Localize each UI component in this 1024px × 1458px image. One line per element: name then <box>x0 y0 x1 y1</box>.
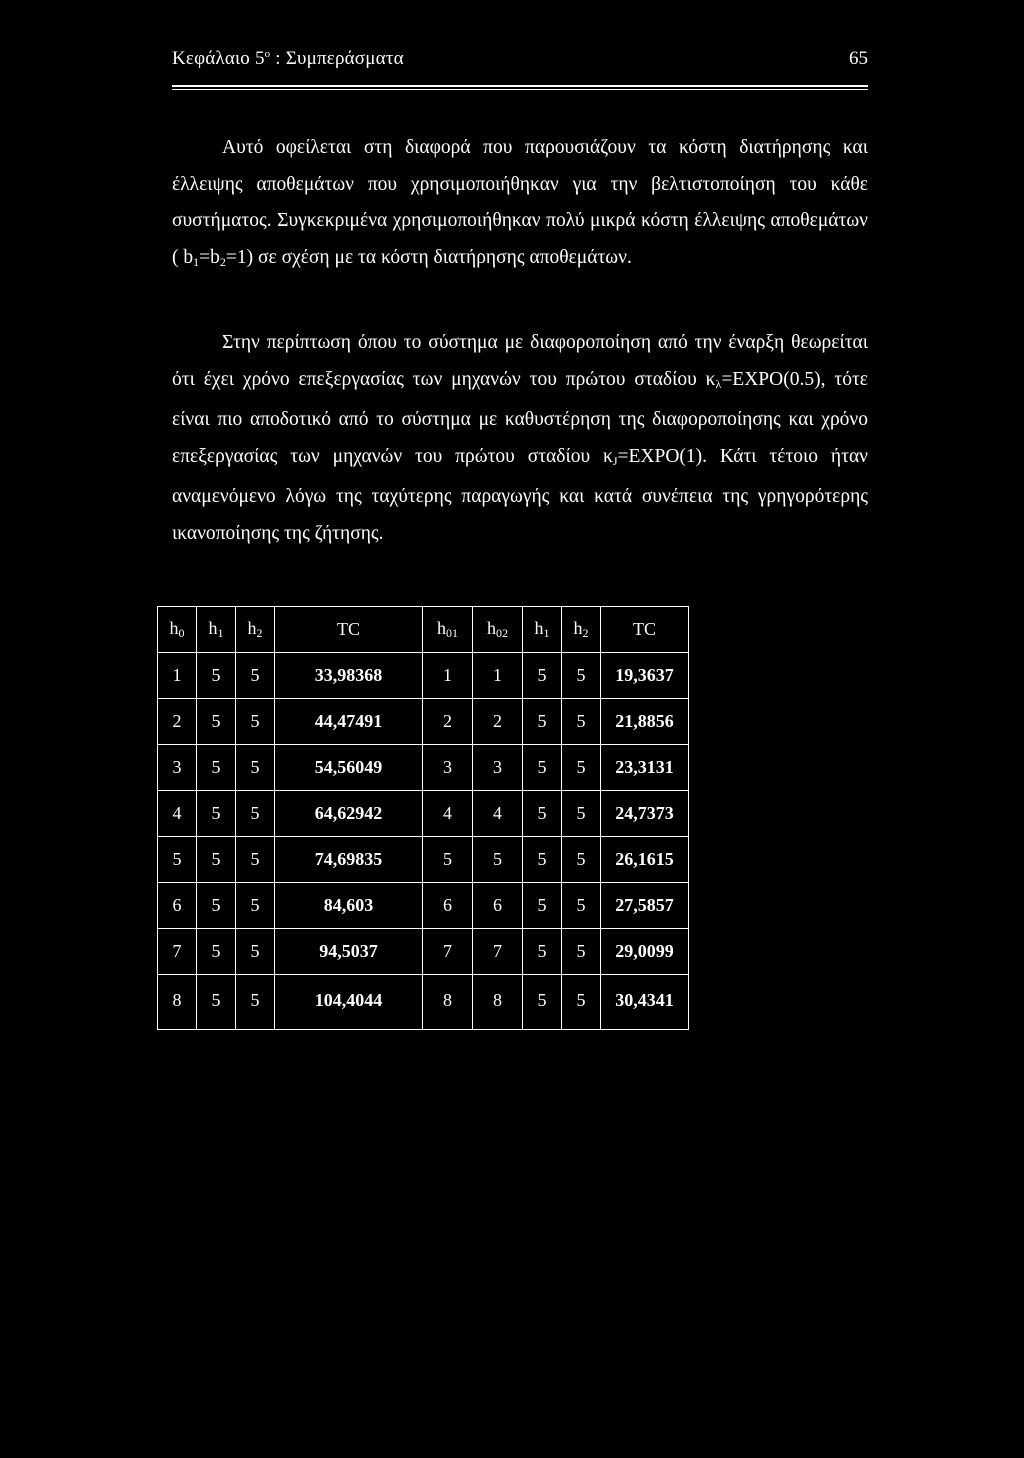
chapter-title <box>172 48 404 70</box>
table-cell: 4 <box>473 791 523 837</box>
table-cell: 5 <box>562 699 601 745</box>
col-header: $h_{02}$ <box>473 607 523 653</box>
table-cell: 8 <box>473 975 523 1030</box>
table-cell: 3 <box>423 745 473 791</box>
table-cell: 23,3131 <box>601 745 689 791</box>
table-cell: 5 <box>523 883 562 929</box>
table-cell: 4 <box>158 791 197 837</box>
table-cell: 5 <box>197 975 236 1030</box>
table-cell: 5 <box>562 975 601 1030</box>
table-header-row <box>158 607 689 653</box>
header-rule-thick <box>172 85 868 87</box>
table-cell: 5 <box>236 883 275 929</box>
table-cell: 5 <box>523 929 562 975</box>
table-cell: 5 <box>523 837 562 883</box>
table-cell: 5 <box>523 975 562 1030</box>
table-cell: 5 <box>562 837 601 883</box>
table-cell: 5 <box>197 653 236 699</box>
col-header: $h_{01}$ <box>423 607 473 653</box>
paragraph-1-text-c: =1) σε σχέση με τα κόστη διατήρησης αποθεμάτων. <box>225 246 632 268</box>
table-cell: 44,47491 <box>275 699 423 745</box>
table-cell: 5 <box>562 791 601 837</box>
table-cell: 3 <box>158 745 197 791</box>
results-table <box>157 606 689 1030</box>
paragraph-2-sub-a: λ <box>715 376 722 391</box>
table-cell: 8 <box>158 975 197 1030</box>
paragraph-2-text-c: =EXPO(1). Κάτι τέτοιο ήταν αναμενόμενο λόγω της ταχύτερης παραγωγής και κατά συνέπεια της γρηγορότερης ικανοποίησης της ζήτησης. <box>172 445 868 544</box>
paragraph-1-sub-a: 1 <box>193 254 200 269</box>
table-cell: 5 <box>236 837 275 883</box>
table-cell: 5 <box>236 791 275 837</box>
table-cell: 5 <box>236 929 275 975</box>
col-header: $h_1$ <box>197 607 236 653</box>
paragraph-1-text-b: =b <box>199 246 220 268</box>
table-cell: 5 <box>236 699 275 745</box>
paragraph-1-sub-b: 2 <box>219 254 226 269</box>
table-cell: 6 <box>158 883 197 929</box>
table-cell: 8 <box>423 975 473 1030</box>
table-cell: 5 <box>197 929 236 975</box>
table-cell: 5 <box>197 745 236 791</box>
table-cell: 5 <box>236 745 275 791</box>
table-cell: 1 <box>158 653 197 699</box>
table-cell: 2 <box>158 699 197 745</box>
table-cell: 6 <box>423 883 473 929</box>
paragraph-2-sub-b: J <box>612 453 618 468</box>
table-body <box>158 653 689 1030</box>
table-cell: 5 <box>523 699 562 745</box>
table-row <box>158 837 689 883</box>
table-row <box>158 653 689 699</box>
table-cell: 5 <box>197 883 236 929</box>
chapter-superscript: ο <box>264 48 271 60</box>
table-cell: 29,0099 <box>601 929 689 975</box>
table-cell: 94,5037 <box>275 929 423 975</box>
table-cell: 64,62942 <box>275 791 423 837</box>
table-cell: 1 <box>473 653 523 699</box>
table-cell: 5 <box>236 653 275 699</box>
table-cell: 27,5857 <box>601 883 689 929</box>
table-cell: 2 <box>473 699 523 745</box>
table-cell: 3 <box>473 745 523 791</box>
table-cell: 26,1615 <box>601 837 689 883</box>
table-row <box>158 699 689 745</box>
col-header: $h_2$ <box>236 607 275 653</box>
table-cell: 5 <box>523 791 562 837</box>
table-cell: 5 <box>197 791 236 837</box>
col-header: $h_1$ <box>523 607 562 653</box>
paragraph-2-text-a: Στην περίπτωση όπου το σύστημα με διαφοροποίηση από την έναρξη θεωρείται ότι έχει χρόνο επεξεργασίας των μηχανών του πρώτου σταδίου κ <box>172 332 868 390</box>
table-cell: 6 <box>473 883 523 929</box>
table-row <box>158 975 689 1030</box>
table-cell: 7 <box>158 929 197 975</box>
table-cell: 5 <box>562 929 601 975</box>
col-header: TC <box>601 607 689 653</box>
table-row <box>158 929 689 975</box>
table-cell: 7 <box>423 929 473 975</box>
table-cell: 24,7373 <box>601 791 689 837</box>
table-cell: 21,8856 <box>601 699 689 745</box>
page-number: 65 <box>849 48 868 69</box>
chapter-suffix: : Συμπεράσματα <box>270 48 404 69</box>
table-cell: 5 <box>197 837 236 883</box>
page-header <box>172 44 868 76</box>
table-cell: 5 <box>523 745 562 791</box>
table-cell: 5 <box>158 837 197 883</box>
table-cell: 4 <box>423 791 473 837</box>
paragraph-1-text-a: Αυτό οφείλεται στη διαφορά που παρουσιάζουν τα κόστη διατήρησης και έλλειψης αποθεμάτων που χρησιμοποιήθηκαν για την βελτιστοποίηση του κάθε συστήματος. Συγκεκριμένα χρησιμοποιήθηκαν πολύ μικρά κόστη έλλειψης αποθεμάτων ( b <box>172 137 868 268</box>
table-cell: 7 <box>473 929 523 975</box>
table-cell: 5 <box>236 975 275 1030</box>
table-cell: 5 <box>562 745 601 791</box>
col-header: $h_2$ <box>562 607 601 653</box>
table-row <box>158 883 689 929</box>
col-header: $h_0$ <box>158 607 197 653</box>
paragraph-2 <box>172 325 868 552</box>
table-cell: 5 <box>523 653 562 699</box>
table-row <box>158 791 689 837</box>
chapter-prefix: Κεφάλαιο 5 <box>172 48 265 69</box>
table-cell: 54,56049 <box>275 745 423 791</box>
table-cell: 104,4044 <box>275 975 423 1030</box>
table-cell: 30,4341 <box>601 975 689 1030</box>
table-cell: 5 <box>562 883 601 929</box>
table-cell: 74,69835 <box>275 837 423 883</box>
table-cell: 5 <box>197 699 236 745</box>
table-cell: 5 <box>423 837 473 883</box>
header-rule-thin <box>172 89 868 90</box>
table-cell: 19,3637 <box>601 653 689 699</box>
paragraph-1 <box>172 130 868 280</box>
table-cell: 33,98368 <box>275 653 423 699</box>
table-cell: 5 <box>473 837 523 883</box>
table-row <box>158 745 689 791</box>
table-cell: 84,603 <box>275 883 423 929</box>
table-cell: 1 <box>423 653 473 699</box>
col-header: TC <box>275 607 423 653</box>
table-cell: 2 <box>423 699 473 745</box>
paragraph-2-text-b: =EXPO(0.5), τότε είναι πιο αποδοτικό από το σύστημα με καθυστέρηση της διαφοροποίησης και χρόνο επεξεργασίας των μηχανών του πρώτου σταδίου κ <box>172 368 868 467</box>
table-cell: 5 <box>562 653 601 699</box>
